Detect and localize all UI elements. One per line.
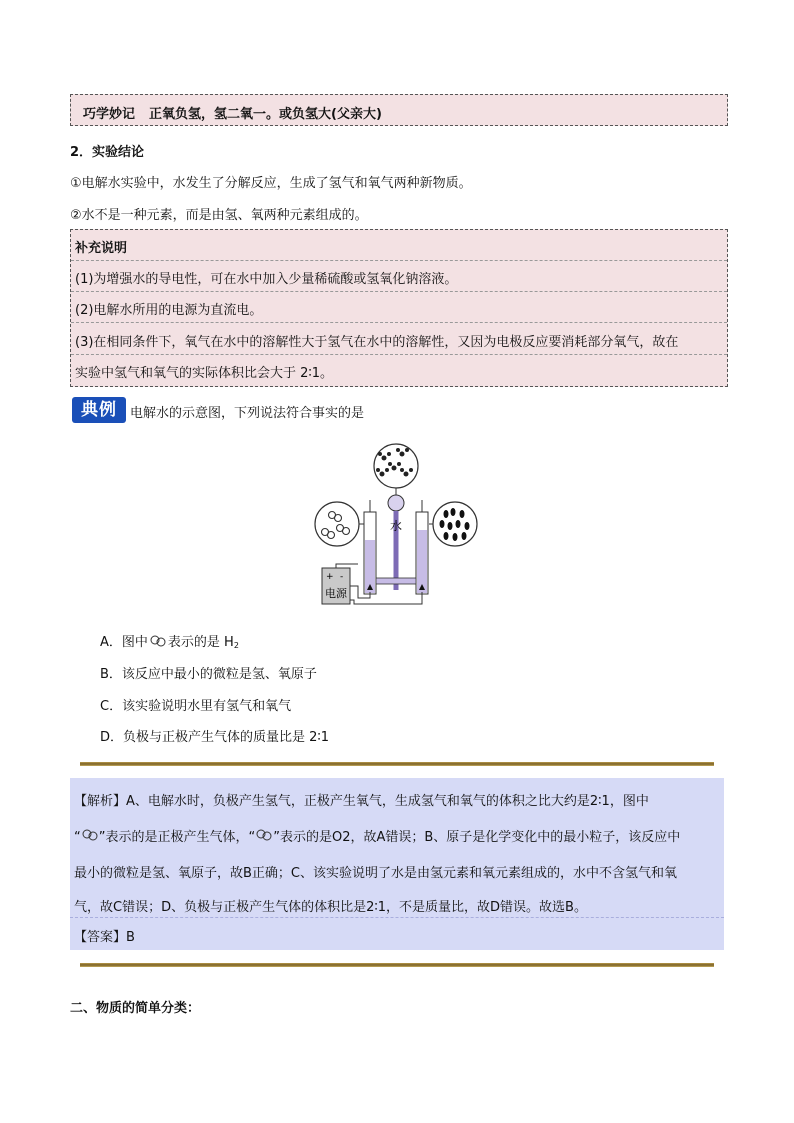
analysis-line-1: 【解析】A、电解水时，负极产生氢气，正极产生氧气，生成氢气和氧气的体积之比大约是2∶1，图中 bbox=[74, 794, 649, 809]
molecule-icon bbox=[148, 635, 168, 647]
tip-box bbox=[70, 94, 728, 126]
answer-line: 【答案】B bbox=[74, 930, 135, 945]
electrolysis-diagram bbox=[312, 440, 490, 606]
option-a bbox=[100, 631, 239, 650]
power-plus: + bbox=[326, 572, 334, 582]
supplement-title-row bbox=[71, 230, 727, 261]
analysis-line-2b: ”表示的是正极产生气体，“ bbox=[98, 830, 256, 845]
conclusion-item-1: ①电解水实验中，水发生了分解反应，生成了氢气和氧气两种新物质。 bbox=[70, 176, 472, 191]
supplement-row-4 bbox=[71, 355, 727, 386]
supplement-row-2 bbox=[71, 292, 727, 323]
analysis-box bbox=[70, 778, 724, 950]
gold-divider-bottom bbox=[80, 963, 714, 967]
option-d: D．负极与正极产生气体的质量比是 2∶1 bbox=[100, 730, 330, 745]
option-a-subscript: 2 bbox=[233, 641, 239, 650]
option-c: C．该实验说明水里有氢气和氧气 bbox=[100, 699, 292, 714]
conclusion-heading: 2．实验结论 bbox=[70, 145, 145, 160]
analysis-line-2c: ”表示的是O2，故A错误；B、原子是化学变化中的最小粒子，该反应中 bbox=[273, 830, 681, 845]
analysis-separator bbox=[70, 917, 724, 918]
supplement-row-1 bbox=[71, 261, 727, 292]
water-molecules-circle bbox=[374, 444, 418, 488]
option-a-suffix: 表示的是 H bbox=[167, 635, 234, 650]
supplement-box bbox=[70, 229, 728, 387]
option-a-prefix: A．图中 bbox=[100, 635, 148, 650]
analysis-line-3: 最小的微粒是氢、氧原子，故B正确；C、该实验说明了水是由氢元素和氧元素组成的，水中不含氢气和氧 bbox=[74, 866, 677, 881]
tip-label: 巧学妙记 bbox=[83, 107, 136, 122]
section-two-heading: 二、物质的简单分类： bbox=[70, 1001, 201, 1016]
option-b: B．该反应中最小的微粒是氢、氧原子 bbox=[100, 667, 317, 682]
tip-text bbox=[83, 103, 382, 122]
supplement-title: 补充说明 bbox=[75, 241, 128, 256]
example-question: 电解水的示意图，下列说法符合事实的是 bbox=[130, 406, 365, 421]
hydrogen-molecules-circle bbox=[315, 502, 359, 546]
supplement-item-3: (3)在相同条件下，氧气在水中的溶解性大于氢气在水中的溶解性，又因为电极反应要消耗部分氧气，故在 bbox=[75, 335, 679, 350]
example-badge: 典例 bbox=[72, 397, 126, 423]
power-label: 电源 bbox=[325, 587, 347, 600]
conclusion-item-2: ②水不是一种元素，而是由氢、氧两种元素组成的。 bbox=[70, 208, 368, 223]
power-minus: - bbox=[340, 572, 344, 582]
supplement-row-3 bbox=[71, 324, 727, 355]
analysis-line-2 bbox=[74, 826, 680, 845]
analysis-line-2a: “ bbox=[74, 830, 81, 845]
molecule-icon bbox=[255, 829, 273, 841]
analysis-line-4: 气，故C错误；D、负极与正极产生气体的体积比是2∶1，不是质量比，故D错误。故选B。 bbox=[74, 900, 587, 915]
molecule-icon bbox=[81, 829, 99, 841]
water-label: 水 bbox=[389, 519, 403, 533]
tip-content: 正氧负氢，氢二氧一。或负氢大(父亲大) bbox=[149, 107, 382, 122]
gold-divider-top bbox=[80, 762, 714, 766]
supplement-item-4: 实验中氢气和氧气的实际体积比会大于 2∶1。 bbox=[75, 366, 334, 381]
supplement-item-2: (2)电解水所用的电源为直流电。 bbox=[75, 303, 263, 318]
supplement-item-1: (1)为增强水的导电性，可在水中加入少量稀硫酸或氢氧化钠溶液。 bbox=[75, 272, 458, 287]
